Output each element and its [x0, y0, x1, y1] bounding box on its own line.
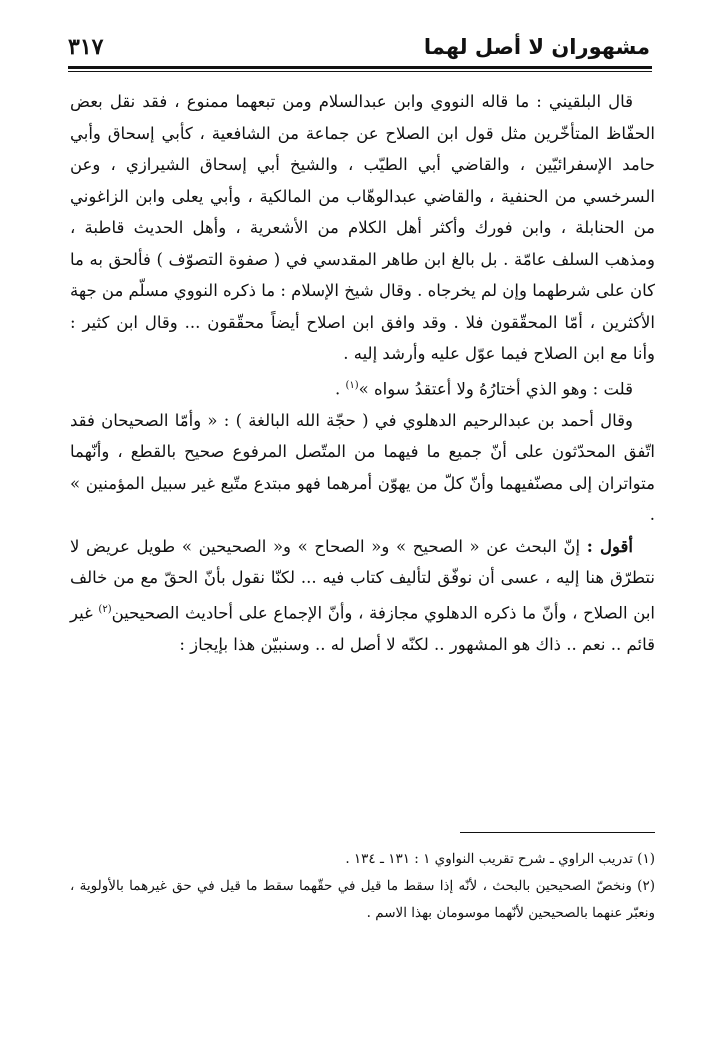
- footnote-1: (١) تدريب الراوي ـ شرح تقريب النواوي ١ : ١٣١ ـ ١٣٤ .: [345, 851, 655, 867]
- paragraph-aqool-text: أقول : إنّ البحث عن « الصحيح » و« الصحاح » و« الصحيحين » طويل عريض لا نتطرّق هنا إليه ، عسى أن نوفّق لتأليف كتاب فيه ... لكنّا نقول بأنّ الحقّ مع من خالف ابن الصلاح ، وأنّ ما ذكره الدهلوي مجازفة ، وأنّ الإجماع على أحاديث الصحيحين: [70, 536, 655, 622]
- footnotes: [70, 846, 655, 927]
- page-header: [68, 28, 650, 62]
- body-text: [70, 86, 655, 660]
- paragraph-dehlawi: وقال أحمد بن عبدالرحيم الدهلوي في ( حجّة الله البالغة ) : « وأمّا الصحيحان فقد اتّفق المحدّثون على أنّ جميع ما فيهما من المتّصل المرفوع صحيح بالقطع ، وأنّهما متواتران إلى مصنّفيهما وأنّ كلّ من يهوّن أمرهما فهو مبتدع متّبع غير سبيل المؤمنين » .: [70, 410, 655, 524]
- footnote-separator: [460, 832, 655, 833]
- paragraph-aqool-end: غير قائم .. نعم .. ذاك هو المشهور .. لكنّه لا أصل له .. وسنبيّن هذا بإيجاز :: [70, 603, 655, 654]
- footnote-2: (٢) ونخصّ الصحيحين بالبحث ، لأنّه إذا سقط ما قيل في حقّهما سقط ما قيل في حق غيرهما بالأولوية ، ونعبّر عنهما بالصحيحين لأنّهما موسومان بهذا الاسم .: [70, 878, 655, 921]
- paragraph-bulqini: قال البلقيني : ما قاله النووي وابن عبدالسلام ومن تبعهما ممنوع ، فقد نقل بعض الحفّاظ المتأخّرين مثل قول ابن الصلاح عن جماعة من الشافعية ، كأبي إسحاق وأبي حامد الإسفرائيّين ، والقاضي أبي الطيّب ، والشيخ أبي إسحاق الشيرازي ، وعن السرخسي من الحنفية ، والقاضي عبدالوهّاب من المالكية ، وأبي يعلى وابن الزاغوني من الحنابلة ، وابن فورك وأكثر أهل الكلام من الأشعرية ، وأهل الحديث قاطبة ، ومذهب السلف عامّة . بل بالغ ابن طاهر المقدسي في ( صفوة التصوّف ) فألحق به ما كان على شرطهما وإن لم يخرجاه . وقال شيخ الإسلام : ما ذكره النووي مسلّم من جهة الأكثرين ، أمّا المحقّقون فلا . وقد وافق ابن اصلاح أيضاً محقّقون ... وقال ابن كثير : وأنا مع ابن الصلاح فيما عوّل عليه وأرشد إليه .: [70, 92, 655, 363]
- header-rule: [68, 66, 652, 72]
- footnote-ref-2: (٢): [98, 603, 112, 615]
- page-number: ٣١٧: [68, 34, 104, 60]
- aqool-label: أقول :: [586, 536, 633, 556]
- footnote-ref-1: (١): [345, 379, 359, 391]
- running-title: مشهوران لا أصل لهما: [423, 35, 650, 59]
- paragraph-author-choice-text: قلت : وهو الذي أختارُهُ ولا أعتقدُ سواه »: [358, 379, 633, 398]
- paragraph-author-choice: قلت : وهو الذي أختارُهُ ولا أعتقدُ سواه »$^{(١)}$ .: [334, 379, 633, 398]
- paragraph-aqool: [70, 531, 655, 661]
